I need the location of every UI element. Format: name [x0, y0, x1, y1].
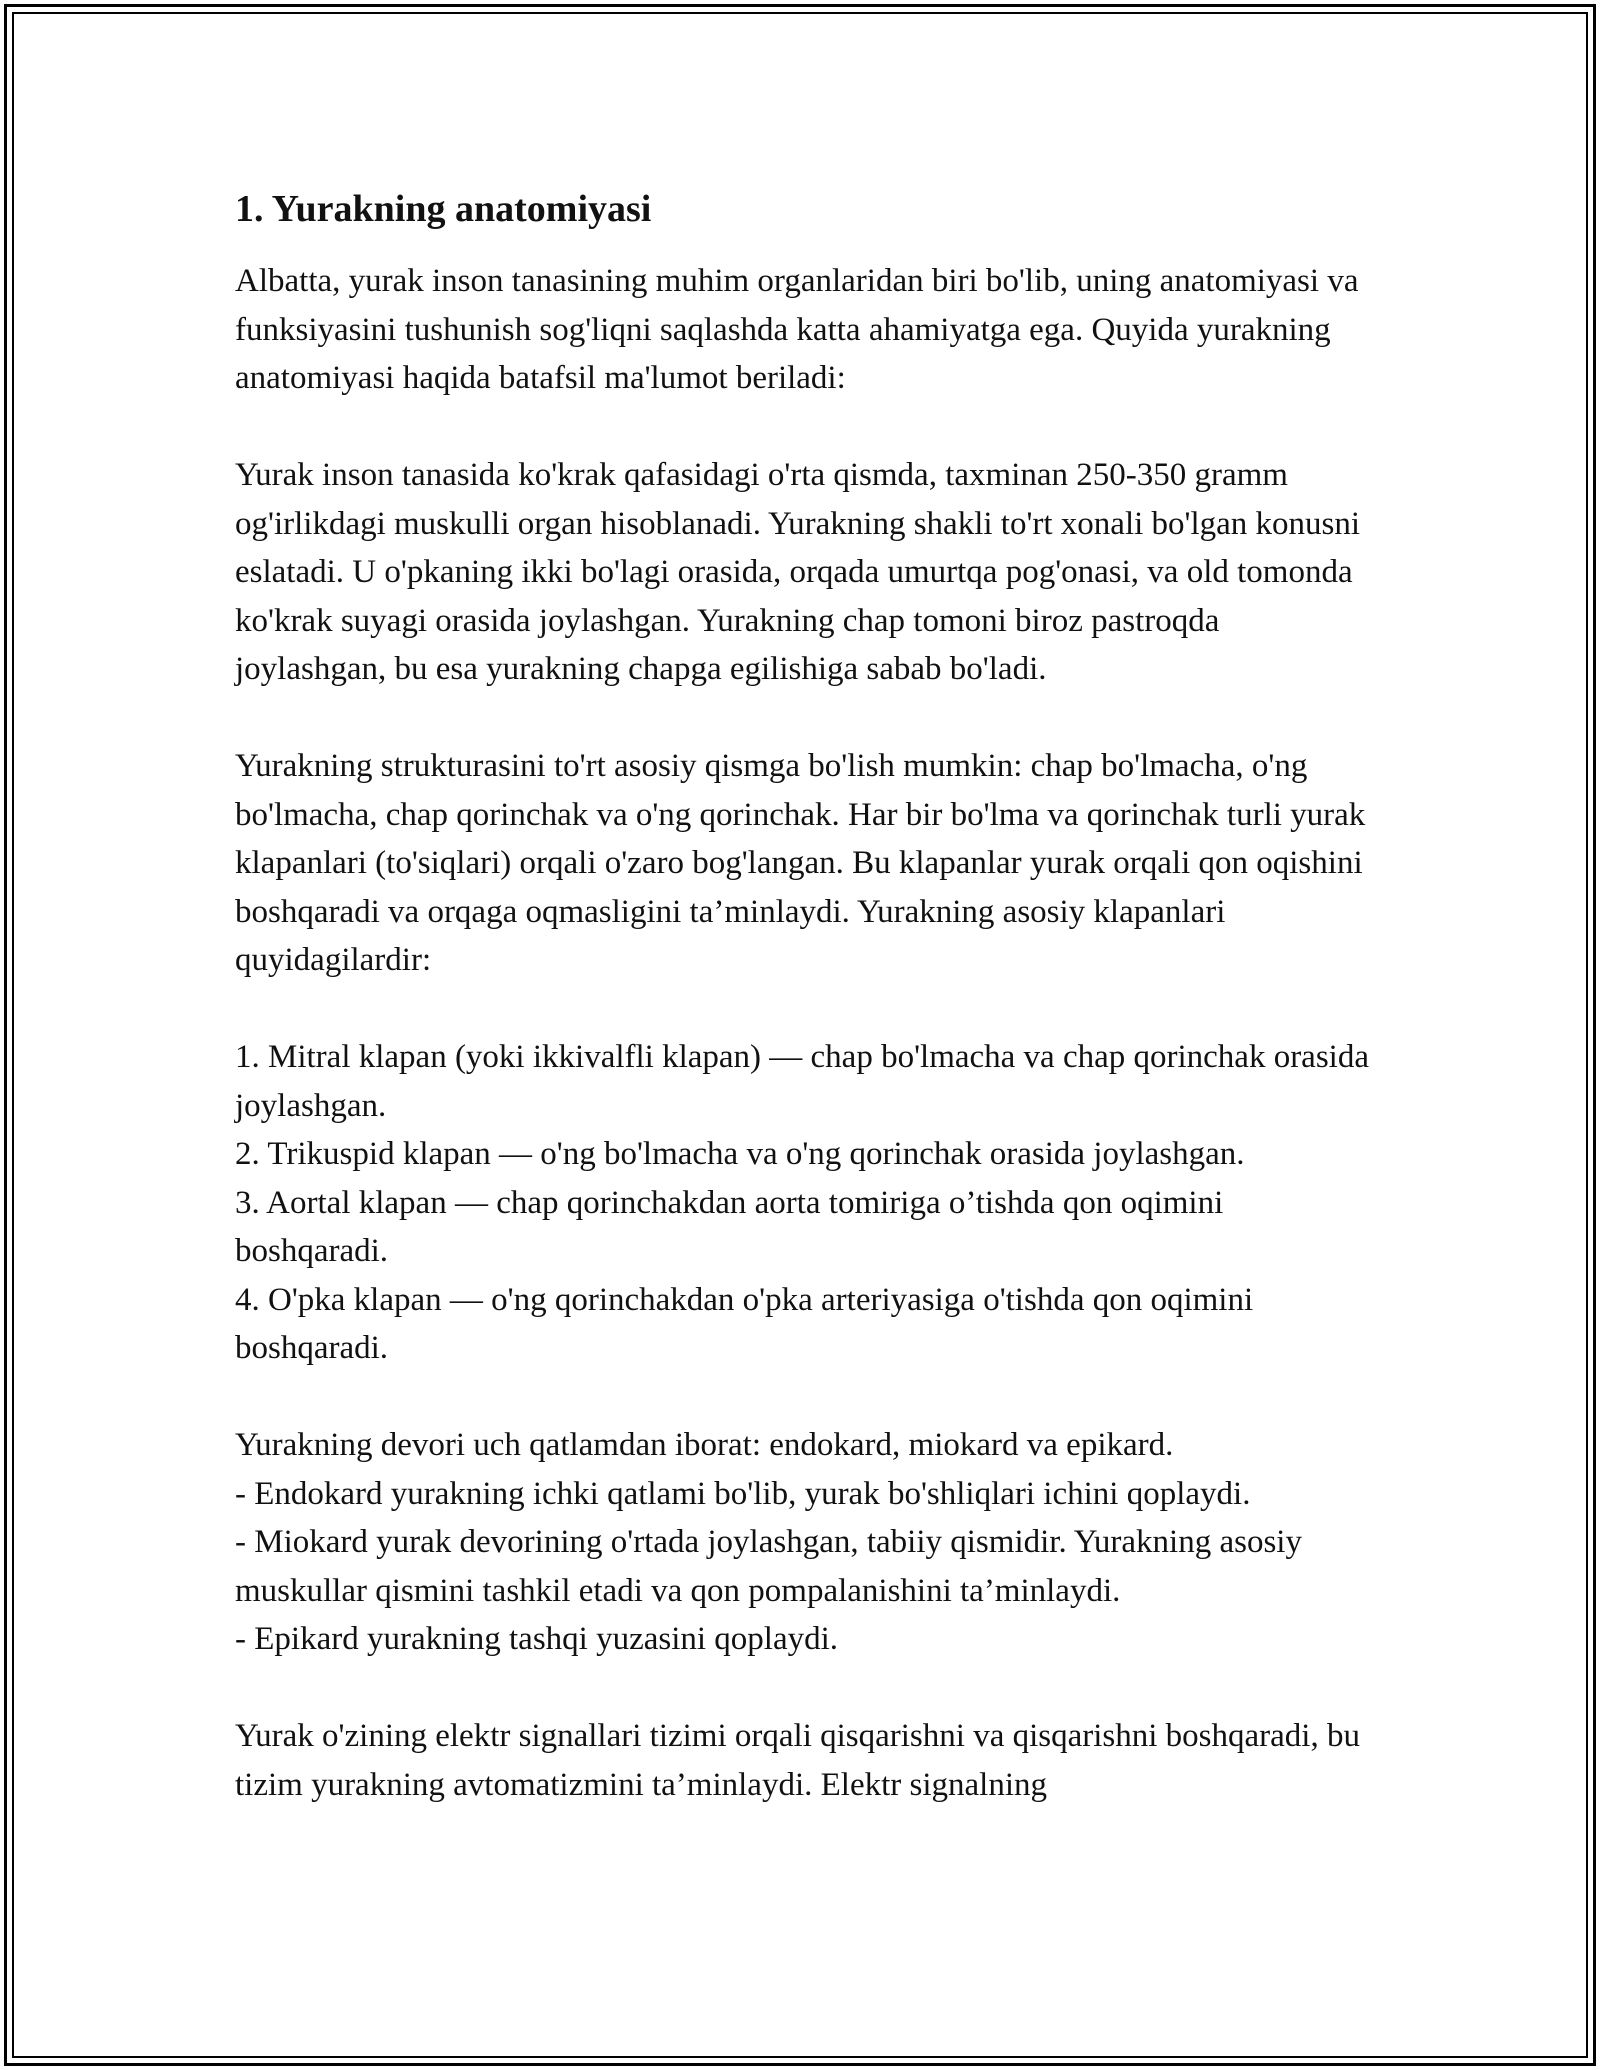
wall-layers-list	[235, 1421, 1375, 1664]
list-item: 3. Aortal klapan — chap qorinchakdan aorta tomiriga o’tishda qon oqimini boshqaradi.	[235, 1184, 1224, 1269]
list-item: 1. Mitral klapan (yoki ikkivalfli klapan) — chap bo'lmacha va chap qorinchak orasida joylashgan.	[235, 1039, 1369, 1124]
location-paragraph: Yurak inson tanasida ko'krak qafasidagi o'rta qismda, taxminan 250-350 gramm og'irlikdagi muskulli organ hisoblanadi. Yurakning shakli to'rt xonali bo'lgan konusni eslatadi. U o'pkaning ikki bo'lagi orasida, orqada umurtqa pog'onasi, va old tomonda ko'krak suyagi orasida joylashgan. Yurakning chap tomoni biroz pastroqda joylashgan, bu esa yurakning chapga egilishiga sabab bo'ladi.	[235, 457, 1361, 687]
intro-paragraph: Albatta, yurak inson tanasining muhim organlaridan biri bo'lib, uning anatomiyasi va funksiyasini tushunish sog'liqni saqlashda katta ahamiyatga ega. Quyida yurakning anatomiyasi haqida batafsil ma'lumot beriladi:	[235, 263, 1359, 396]
structure-paragraph: Yurakning strukturasini to'rt asosiy qismga bo'lish mumkin: chap bo'lmacha, o'ng bo'lmacha, chap qorinchak va o'ng qorinchak. Har bir bo'lma va qorinchak turli yurak klapanlari (to'siqlari) orqali o'zaro bog'langan. Bu klapanlar yurak orqali qon oqishini boshqaradi va orqaga oqmasligini ta’minlaydi. Yurakning asosiy klapanlari quyidagilardir:	[235, 748, 1366, 978]
list-item: - Epikard yurakning tashqi yuzasini qoplaydi.	[235, 1621, 839, 1657]
document-body	[235, 185, 1375, 1858]
list-item: - Endokard yurakning ichki qatlami bo'lib, yurak bo'shliqlari ichini qoplaydi.	[235, 1475, 1251, 1512]
list-item: 2. Trikuspid klapan — o'ng bo'lmacha va o'ng qorinchak orasida joylashgan.	[235, 1136, 1245, 1172]
closing-paragraph: Yurak o'zining elektr signallari tizimi orqali qisqarishni va qisqarishni boshqaradi, bu tizim yurakning avtomatizmini ta’minlaydi. Elektr signalning	[235, 1718, 1360, 1803]
list-item: 4. O'pka klapan — o'ng qorinchakdan o'pka arteriyasiga o'tishda qon oqimini boshqaradi.	[235, 1281, 1254, 1366]
valve-list	[235, 1033, 1375, 1373]
section-heading: 1. Yurakning anatomiyasi	[235, 188, 652, 230]
list-item: Yurakning devori uch qatlamdan iborat: endokard, miokard va epikard.	[235, 1427, 1174, 1463]
list-item: - Miokard yurak devorining o'rtada joylashgan, tabiiy qismidir. Yurakning asosiy muskullar qismini tashkil etadi va qon pompalanishini ta’minlaydi.	[235, 1524, 1302, 1609]
